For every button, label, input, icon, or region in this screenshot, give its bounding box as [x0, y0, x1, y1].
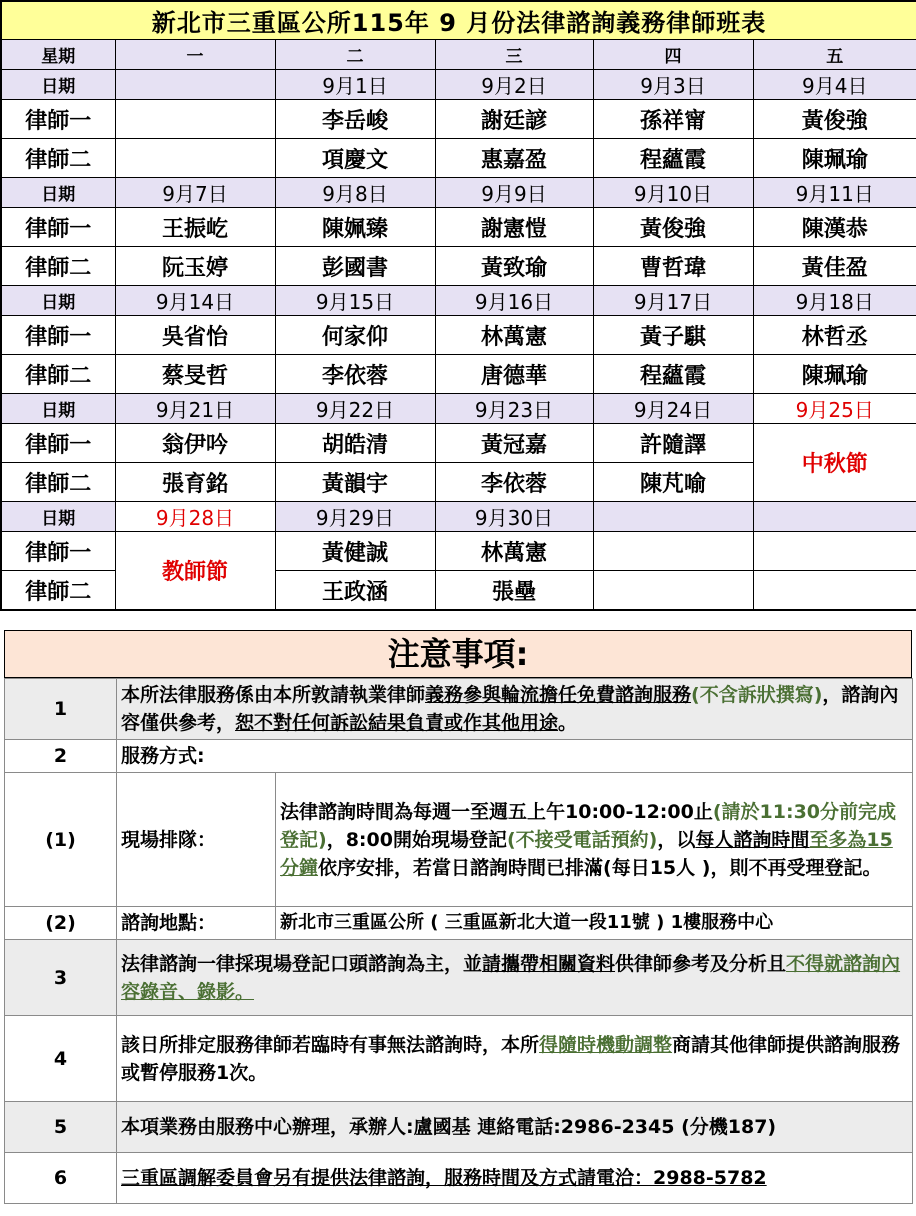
note-4: 該日所排定服務律師若臨時有事無法諮詢時，本所得隨時機動調整商請其他律師提供諮詢服務或暫停服務1次。: [117, 1016, 913, 1102]
lawyer-cell: 黃健誠: [275, 532, 435, 571]
lawyer-cell: [593, 571, 753, 611]
lawyer-cell: 孫祥甯: [593, 100, 753, 139]
weekday-tue: 二: [275, 40, 435, 70]
notes-table: [4, 678, 913, 1204]
lawyer2-label: 律師二: [1, 571, 115, 611]
date-cell: 9月11日: [753, 178, 916, 208]
note-number: 5: [5, 1102, 117, 1153]
lawyer-cell: 陳芃喻: [593, 463, 753, 502]
note-number: (1): [5, 773, 117, 907]
weekday-fri: 五: [753, 40, 916, 70]
date-cell: 9月15日: [275, 286, 435, 316]
date-cell: 9月2日: [435, 70, 593, 100]
weekday-wed: 三: [435, 40, 593, 70]
holiday-label-mid-autumn: 中秋節: [753, 424, 916, 502]
lawyer-cell: 張育銘: [115, 463, 275, 502]
weekday-thu: 四: [593, 40, 753, 70]
note-1: 本所法律服務係由本所敦請執業律師義務參與輪流擔任免費諮詢服務(不含訴狀撰寫)，諮詢內容僅供參考，恕不對任何訴訟結果負責或作其他用途。: [117, 679, 913, 740]
date-cell: 9月7日: [115, 178, 275, 208]
lawyer-cell: 黃子騏: [593, 316, 753, 355]
lawyer1-label: 律師一: [1, 532, 115, 571]
lawyer-cell: 王政涵: [275, 571, 435, 611]
weekday-mon: 一: [115, 40, 275, 70]
lawyer-cell: [753, 532, 916, 571]
lawyer-cell: 黃佳盈: [753, 247, 916, 286]
lawyer-cell: [593, 532, 753, 571]
lawyer-cell: 林哲丞: [753, 316, 916, 355]
lawyer-cell: 林萬憲: [435, 532, 593, 571]
note-2: 服務方式:: [117, 740, 913, 773]
schedule-title: 新北市三重區公所115年 9 月份法律諮詢義務律師班表: [1, 1, 916, 40]
date-cell: 9月14日: [115, 286, 275, 316]
lawyer-cell: 胡皓清: [275, 424, 435, 463]
lawyer-cell: 李依蓉: [435, 463, 593, 502]
date-cell: 9月3日: [593, 70, 753, 100]
date-cell: 9月18日: [753, 286, 916, 316]
lawyer-cell: 張壘: [435, 571, 593, 611]
lawyer-cell: 黃俊強: [753, 100, 916, 139]
lawyer-cell: 曹哲瑋: [593, 247, 753, 286]
lawyer-cell: 黃俊強: [593, 208, 753, 247]
holiday-label-teachers-day: 教師節: [115, 532, 275, 611]
lawyer-cell: 陳漢恭: [753, 208, 916, 247]
lawyer-cell: 黃韻宇: [275, 463, 435, 502]
date-cell: 9月29日: [275, 502, 435, 532]
lawyer-cell: 惠嘉盈: [435, 139, 593, 178]
lawyer1-label: 律師一: [1, 208, 115, 247]
date-cell: 9月24日: [593, 394, 753, 424]
lawyer-cell: 李依蓉: [275, 355, 435, 394]
lawyer2-label: 律師二: [1, 355, 115, 394]
note-number: 6: [5, 1153, 117, 1204]
holiday-date-cell: 9月28日: [115, 502, 275, 532]
date-cell: [753, 502, 916, 532]
date-row-label: 日期: [1, 178, 115, 208]
lawyer-cell: 蔡旻哲: [115, 355, 275, 394]
note-5: 本項業務由服務中心辦理，承辦人:盧國基 連絡電話:2986-2345 (分機187): [117, 1102, 913, 1153]
lawyer-cell: 程蘊霞: [593, 139, 753, 178]
date-row-label: 日期: [1, 502, 115, 532]
date-cell: 9月4日: [753, 70, 916, 100]
lawyer-cell: 陳珮瑜: [753, 139, 916, 178]
lawyer-cell: [115, 139, 275, 178]
note-6: 三重區調解委員會另有提供法律諮詢，服務時間及方式請電洽：2988-5782: [117, 1153, 913, 1204]
note-2-2-label: 諮詢地點：: [117, 907, 276, 940]
lawyer-cell: 王振屹: [115, 208, 275, 247]
lawyer-cell: 謝憲愷: [435, 208, 593, 247]
lawyer-cell: 翁伊吟: [115, 424, 275, 463]
date-cell: 9月21日: [115, 394, 275, 424]
lawyer-cell: 李岳峻: [275, 100, 435, 139]
date-cell: 9月23日: [435, 394, 593, 424]
lawyer-cell: 阮玉婷: [115, 247, 275, 286]
date-cell: 9月30日: [435, 502, 593, 532]
note-number: 3: [5, 940, 117, 1016]
date-cell: 9月16日: [435, 286, 593, 316]
note-2-1-label: 現場排隊：: [117, 773, 276, 907]
lawyer-cell: 彭國書: [275, 247, 435, 286]
date-row-label: 日期: [1, 286, 115, 316]
date-cell: [115, 70, 275, 100]
lawyer-cell: 黃致瑜: [435, 247, 593, 286]
date-row-label: 日期: [1, 70, 115, 100]
weekday-label: 星期: [1, 40, 115, 70]
lawyer-cell: [753, 571, 916, 611]
note-2-2: 新北市三重區公所 ( 三重區新北大道一段11號 ) 1樓服務中心: [276, 907, 913, 940]
notes-title: 注意事項:: [4, 630, 912, 678]
lawyer1-label: 律師一: [1, 316, 115, 355]
lawyer-cell: 程蘊霞: [593, 355, 753, 394]
note-number: (2): [5, 907, 117, 940]
lawyer-cell: 謝廷諺: [435, 100, 593, 139]
lawyer-cell: [115, 100, 275, 139]
date-cell: 9月17日: [593, 286, 753, 316]
date-cell: [593, 502, 753, 532]
lawyer2-label: 律師二: [1, 247, 115, 286]
lawyer-cell: 項慶文: [275, 139, 435, 178]
lawyer1-label: 律師一: [1, 100, 115, 139]
lawyer-cell: 陳珮瑜: [753, 355, 916, 394]
note-number: 2: [5, 740, 117, 773]
lawyer1-label: 律師一: [1, 424, 115, 463]
date-row-label: 日期: [1, 394, 115, 424]
lawyer2-label: 律師二: [1, 463, 115, 502]
lawyer-cell: 黃冠嘉: [435, 424, 593, 463]
date-cell: 9月1日: [275, 70, 435, 100]
date-cell: 9月8日: [275, 178, 435, 208]
date-cell: 9月10日: [593, 178, 753, 208]
lawyer-cell: 許隨譯: [593, 424, 753, 463]
note-number: 1: [5, 679, 117, 740]
lawyer-cell: 吳省怡: [115, 316, 275, 355]
lawyer-cell: 唐德華: [435, 355, 593, 394]
note-2-1: 法律諮詢時間為每週一至週五上午10:00-12:00止(請於11:30分前完成登記)，8:00開始現場登記(不接受電話預約)，以每人諮詢時間至多為15分鐘依序安排，若當日諮詢時間已排滿(每日15人 )，則不再受理登記。: [276, 773, 913, 907]
note-3: 法律諮詢一律採現場登記口頭諮詢為主，並請攜帶相關資料供律師參考及分析且不得就諮詢內容錄音、錄影。: [117, 940, 913, 1016]
date-cell: 9月9日: [435, 178, 593, 208]
date-cell: 9月22日: [275, 394, 435, 424]
lawyer-cell: 陳姵臻: [275, 208, 435, 247]
lawyer-cell: 林萬憲: [435, 316, 593, 355]
note-number: 4: [5, 1016, 117, 1102]
lawyer-cell: 何家仰: [275, 316, 435, 355]
lawyer2-label: 律師二: [1, 139, 115, 178]
holiday-date-cell: 9月25日: [753, 394, 916, 424]
